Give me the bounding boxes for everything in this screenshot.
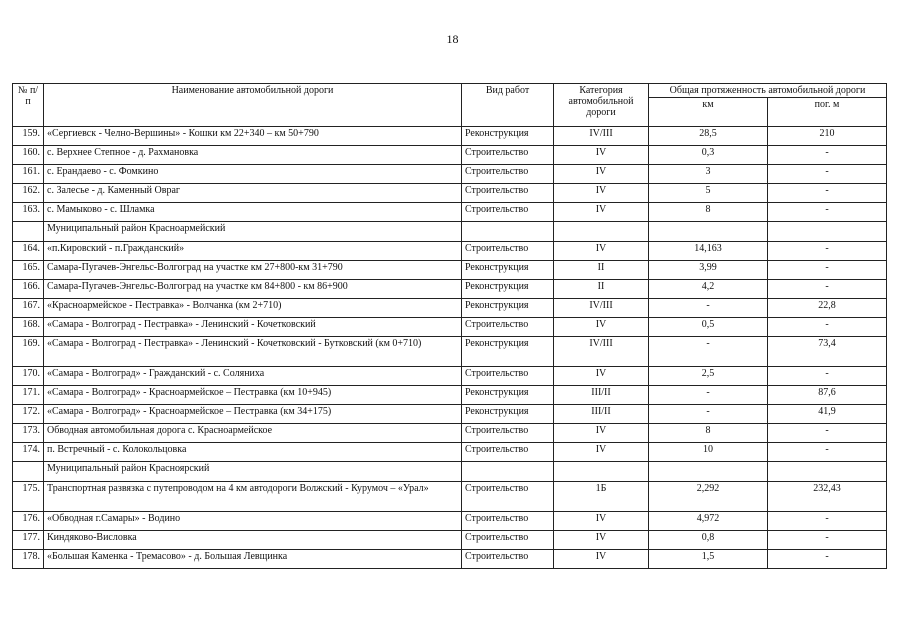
row-category: IV	[554, 531, 649, 550]
roads-table	[12, 83, 887, 569]
table-row	[13, 550, 887, 569]
section-empty-cell	[554, 462, 649, 482]
row-pog-m: -	[768, 146, 887, 165]
row-category: IV	[554, 512, 649, 531]
row-num: 173.	[13, 424, 44, 443]
row-pog-m: -	[768, 280, 887, 299]
row-work: Строительство	[462, 531, 554, 550]
row-pog-m: -	[768, 531, 887, 550]
row-work: Строительство	[462, 165, 554, 184]
table-row	[13, 367, 887, 386]
section-title: Муниципальный район Красноармейский	[44, 222, 462, 242]
row-km: 1,5	[649, 550, 768, 569]
header-length-group: Общая протяженность автомобильной дороги	[649, 84, 887, 98]
row-category: IV	[554, 203, 649, 222]
row-km: 8	[649, 424, 768, 443]
row-pog-m: 22,8	[768, 299, 887, 318]
row-work: Строительство	[462, 367, 554, 386]
row-category: III/II	[554, 386, 649, 405]
row-category: IV	[554, 424, 649, 443]
row-pog-m: -	[768, 242, 887, 261]
table-row	[13, 127, 887, 146]
row-num: 159.	[13, 127, 44, 146]
row-name: Самара-Пугачев-Энгельс-Волгоград на участке км 27+800-км 31+790	[44, 261, 462, 280]
header-category: Категория автомобильной дороги	[554, 84, 649, 127]
row-category: IV	[554, 318, 649, 337]
row-name: «Самара - Волгоград» - Гражданский - с. Соляниха	[44, 367, 462, 386]
header-work: Вид работ	[462, 84, 554, 127]
row-pog-m: -	[768, 424, 887, 443]
row-category: IV	[554, 165, 649, 184]
row-work: Строительство	[462, 424, 554, 443]
row-num: 164.	[13, 242, 44, 261]
section-num-cell	[13, 462, 44, 482]
row-pog-m: -	[768, 203, 887, 222]
row-work: Строительство	[462, 184, 554, 203]
row-num: 167.	[13, 299, 44, 318]
table-row	[13, 337, 887, 367]
row-work: Реконструкция	[462, 337, 554, 367]
row-category: II	[554, 261, 649, 280]
row-pog-m: -	[768, 550, 887, 569]
row-km: 4,2	[649, 280, 768, 299]
section-title: Муниципальный район Красноярский	[44, 462, 462, 482]
section-row	[13, 462, 887, 482]
section-empty-cell	[768, 222, 887, 242]
row-category: IV	[554, 367, 649, 386]
row-category: II	[554, 280, 649, 299]
row-category: IV/III	[554, 299, 649, 318]
row-km: -	[649, 386, 768, 405]
row-km: 8	[649, 203, 768, 222]
section-empty-cell	[649, 462, 768, 482]
row-work: Реконструкция	[462, 261, 554, 280]
section-empty-cell	[462, 462, 554, 482]
table-row	[13, 405, 887, 424]
row-pog-m: -	[768, 261, 887, 280]
row-pog-m: 73,4	[768, 337, 887, 367]
row-category: 1Б	[554, 482, 649, 512]
section-empty-cell	[649, 222, 768, 242]
row-num: 160.	[13, 146, 44, 165]
section-num-cell	[13, 222, 44, 242]
row-name: «Самара - Волгоград» - Красноармейское – Пестравка (км 10+945)	[44, 386, 462, 405]
row-category: IV/III	[554, 127, 649, 146]
table-row	[13, 203, 887, 222]
row-km: -	[649, 405, 768, 424]
row-name: п. Встречный - с. Колокольцовка	[44, 443, 462, 462]
row-work: Реконструкция	[462, 127, 554, 146]
row-category: IV	[554, 550, 649, 569]
row-km: -	[649, 337, 768, 367]
row-work: Строительство	[462, 482, 554, 512]
row-name: «Большая Каменка - Тремасово» - д. Большая Левщинка	[44, 550, 462, 569]
row-km: 2,5	[649, 367, 768, 386]
row-num: 163.	[13, 203, 44, 222]
row-category: IV	[554, 184, 649, 203]
row-name: Транспортная развязка с путепроводом на 4 км автодороги Волжский - Курумоч – «Урал»	[44, 482, 462, 512]
row-pog-m: 41,9	[768, 405, 887, 424]
row-work: Строительство	[462, 146, 554, 165]
row-km: 0,8	[649, 531, 768, 550]
row-name: Обводная автомобильная дорога с. Красноармейское	[44, 424, 462, 443]
row-pog-m: -	[768, 367, 887, 386]
row-pog-m: -	[768, 165, 887, 184]
row-name: «Самара - Волгоград - Пестравка» - Ленинский - Кочетковский - Бутковский (км 0+710)	[44, 337, 462, 367]
row-name: с. Ерандаево - с. Фомкино	[44, 165, 462, 184]
row-pog-m: 232,43	[768, 482, 887, 512]
row-work: Реконструкция	[462, 386, 554, 405]
table-row	[13, 318, 887, 337]
table-row	[13, 482, 887, 512]
table-row	[13, 512, 887, 531]
row-name: «Обводная г.Самары» - Водино	[44, 512, 462, 531]
row-name: с. Мамыково - с. Шламка	[44, 203, 462, 222]
row-category: IV	[554, 242, 649, 261]
row-num: 175.	[13, 482, 44, 512]
row-work: Строительство	[462, 203, 554, 222]
row-work: Строительство	[462, 242, 554, 261]
row-name: с. Залесье - д. Каменный Овраг	[44, 184, 462, 203]
row-km: 0,5	[649, 318, 768, 337]
table-row	[13, 443, 887, 462]
row-work: Реконструкция	[462, 299, 554, 318]
row-num: 176.	[13, 512, 44, 531]
row-name: «Красноармейское - Пестравка» - Волчанка (км 2+710)	[44, 299, 462, 318]
row-num: 165.	[13, 261, 44, 280]
row-num: 178.	[13, 550, 44, 569]
row-num: 172.	[13, 405, 44, 424]
row-name: «Сергиевск - Челно-Вершины» - Кошки км 22+340 – км 50+790	[44, 127, 462, 146]
row-pog-m: 87,6	[768, 386, 887, 405]
table-row	[13, 165, 887, 184]
row-category: IV	[554, 443, 649, 462]
row-km: -	[649, 299, 768, 318]
row-km: 3,99	[649, 261, 768, 280]
row-pog-m: -	[768, 512, 887, 531]
table-row	[13, 242, 887, 261]
row-num: 174.	[13, 443, 44, 462]
header-num: № п/п	[13, 84, 44, 127]
row-num: 171.	[13, 386, 44, 405]
row-name: «Самара - Волгоград - Пестравка» - Ленинский - Кочетковский	[44, 318, 462, 337]
section-empty-cell	[554, 222, 649, 242]
section-empty-cell	[462, 222, 554, 242]
row-km: 14,163	[649, 242, 768, 261]
row-num: 177.	[13, 531, 44, 550]
row-pog-m: -	[768, 443, 887, 462]
row-num: 169.	[13, 337, 44, 367]
row-pog-m: 210	[768, 127, 887, 146]
row-work: Реконструкция	[462, 405, 554, 424]
row-name: «п.Кировский - п.Гражданский»	[44, 242, 462, 261]
row-work: Строительство	[462, 318, 554, 337]
row-num: 168.	[13, 318, 44, 337]
row-work: Реконструкция	[462, 280, 554, 299]
row-work: Строительство	[462, 512, 554, 531]
table-row	[13, 299, 887, 318]
table-row	[13, 531, 887, 550]
header-name: Наименование автомобильной дороги	[44, 84, 462, 127]
row-km: 10	[649, 443, 768, 462]
header-km: км	[649, 98, 768, 127]
row-pog-m: -	[768, 184, 887, 203]
row-num: 166.	[13, 280, 44, 299]
section-empty-cell	[768, 462, 887, 482]
table-row	[13, 261, 887, 280]
table-row	[13, 424, 887, 443]
row-name: Киндяково-Висловка	[44, 531, 462, 550]
row-category: IV	[554, 146, 649, 165]
row-pog-m: -	[768, 318, 887, 337]
row-km: 3	[649, 165, 768, 184]
table-row	[13, 386, 887, 405]
row-name: Самара-Пугачев-Энгельс-Волгоград на участке км 84+800 - км 86+900	[44, 280, 462, 299]
row-category: IV/III	[554, 337, 649, 367]
page-number: 18	[446, 32, 459, 46]
table-row	[13, 146, 887, 165]
row-work: Строительство	[462, 550, 554, 569]
header-pog-m: пог. м	[768, 98, 887, 127]
table-header	[13, 84, 887, 127]
row-name: с. Верхнее Степное - д. Рахмановка	[44, 146, 462, 165]
row-num: 161.	[13, 165, 44, 184]
row-km: 5	[649, 184, 768, 203]
table-body	[13, 127, 887, 569]
row-num: 170.	[13, 367, 44, 386]
row-km: 28,5	[649, 127, 768, 146]
row-num: 162.	[13, 184, 44, 203]
row-km: 4,972	[649, 512, 768, 531]
row-km: 0,3	[649, 146, 768, 165]
row-name: «Самара - Волгоград» - Красноармейское – Пестравка (км 34+175)	[44, 405, 462, 424]
row-km: 2,292	[649, 482, 768, 512]
row-work: Строительство	[462, 443, 554, 462]
section-row	[13, 222, 887, 242]
row-category: III/II	[554, 405, 649, 424]
table-row	[13, 280, 887, 299]
table-row	[13, 184, 887, 203]
